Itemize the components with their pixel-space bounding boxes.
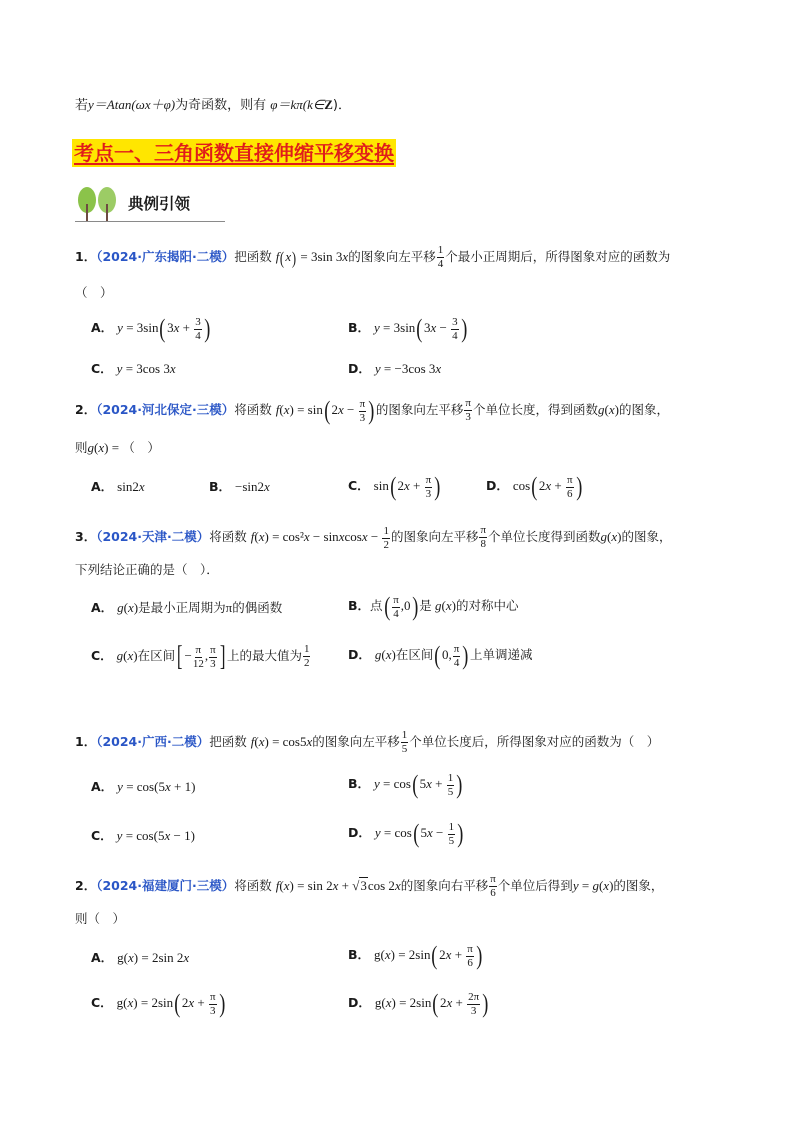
- problem-text: 的图象，: [621, 529, 672, 544]
- option-label: D．: [348, 994, 371, 1010]
- option-a[interactable]: A． sin2x: [91, 479, 145, 494]
- option-d[interactable]: D． y = cos(5x − $\frac{1}{5}$ ): [348, 819, 464, 848]
- exercise-2-stem: 2．（2024·福建厦门·三模）将函数 f(x) = sin 2x + √3cos 2x的图象向右平移 $\frac{\pi}{6}$ 个单位后得到y = g(x)的图象，: [75, 873, 664, 899]
- option-label: B．: [348, 946, 371, 962]
- problem-text: 则: [75, 440, 88, 455]
- option-a[interactable]: A． y = 3sin(3x + $\frac{3}{4}$ ): [91, 314, 211, 343]
- option-c[interactable]: C． g(x)在区间[ − $\frac{\pi}{12}$ , $\frac{\pi}{3}$ ] 上的最大值为 $\frac{1}{2}$: [91, 641, 310, 672]
- option-label: D．: [348, 361, 371, 376]
- exercise-2-line2: 则（ ）: [75, 911, 126, 926]
- option-b[interactable]: B． g(x) = 2sin(2x + $\frac{\pi}{6}$ ): [348, 941, 483, 970]
- option-b[interactable]: B． y = 3sin(3x − $\frac{3}{4}$ ): [348, 314, 467, 343]
- problem-text: 把函数: [209, 734, 247, 749]
- problem-text: 的图象向左平移: [390, 529, 479, 544]
- problem-text: （ ）: [122, 440, 160, 455]
- problem-text: 将函数: [209, 529, 247, 544]
- problem-source: （2024·福建厦门·三模）: [96, 878, 235, 893]
- option-text: 是: [419, 597, 432, 613]
- problem-text: 的图象向左平移: [312, 734, 400, 749]
- intro-z: Z: [324, 97, 333, 112]
- option-label: D．: [348, 824, 371, 840]
- option-c[interactable]: C． y = 3cos 3x: [91, 361, 176, 376]
- problem-2-stem: 2．（2024·河北保定·三模）将函数 f(x) = sin(2x − $\frac{\pi}{3}$ )的图象向左平移 $\frac{\pi}{3}$ 个单位长度，得到函数g(x)的图象，: [75, 396, 669, 426]
- option-c[interactable]: C． y = cos(5x − 1): [91, 828, 195, 843]
- option-text: 的对称中心: [455, 597, 519, 613]
- problem-text: 将函数: [234, 402, 272, 417]
- problem-2-line2: 则g(x) = （ ）: [75, 440, 160, 455]
- option-text: 是最小正周期为: [138, 600, 226, 615]
- option-text: 在区间: [395, 646, 434, 662]
- problem-number: 2．: [75, 878, 97, 893]
- option-c[interactable]: C． g(x) = 2sin(2x + $\frac{\pi}{3}$ ): [91, 989, 225, 1018]
- option-label: D．: [348, 646, 371, 662]
- option-label: B．: [348, 319, 371, 335]
- example-header-underline: [75, 221, 225, 222]
- option-c[interactable]: C． sin(2x + $\frac{\pi}{3}$ ): [348, 472, 441, 501]
- problem-1-line2: （ ）: [75, 285, 113, 300]
- option-b[interactable]: B．点( $\frac{\pi}{4}$ ,0)是 g(x)的对称中心: [348, 592, 519, 621]
- tree-icon: [76, 186, 122, 222]
- option-text: 上的最大值为: [226, 647, 302, 663]
- problem-text: 的图象向左平移: [375, 402, 464, 417]
- option-a[interactable]: A． g(x) = 2sin 2x: [91, 950, 190, 965]
- problem-text: 把函数: [234, 249, 272, 264]
- option-a[interactable]: A． g(x)是最小正周期为π的偶函数: [91, 600, 283, 615]
- intro-text-a: 若: [75, 98, 89, 113]
- problem-number: 1．: [75, 249, 97, 264]
- intro-formula-b: φ＝kπ(k∈: [270, 97, 325, 112]
- option-label: D．: [486, 477, 509, 493]
- problem-1-stem: 1．（2024·广东揭阳·二模）把函数 f(x) = 3sin 3x的图象向左平移 $\frac{1}{4}$ 个最小正周期后，所得图象对应的函数为: [75, 244, 671, 270]
- problem-source: （2024·广东揭阳·二模）: [96, 249, 235, 264]
- problem-text: 的图象向左平移: [348, 249, 436, 264]
- problem-text: 个单位长度后，所得图象对应的函数为（ ）: [409, 734, 660, 749]
- option-label: C．: [91, 361, 113, 376]
- option-b[interactable]: B． −sin2x: [209, 479, 270, 494]
- problem-text: 个最小正周期后，所得图象对应的函数为: [445, 249, 671, 264]
- option-text: 的偶函数: [232, 600, 283, 615]
- option-d[interactable]: D． g(x) = 2sin(2x + $\frac{2\pi}{3}$ ): [348, 989, 489, 1018]
- section-title: 考点一、三角函数直接伸缩平移变换: [74, 141, 394, 165]
- exercise-1-stem: 1．（2024·广西·二模）把函数 f(x) = cos5x的图象向左平移 $\frac{1}{5}$ 个单位长度后，所得图象对应的函数为（ ）: [75, 729, 660, 755]
- option-label: C．: [348, 477, 370, 493]
- problem-3-line2: 下列结论正确的是（ ）．: [75, 562, 219, 577]
- option-label: B．: [348, 597, 371, 613]
- problem-text: 个单位长度，得到函数: [472, 402, 598, 417]
- problem-source: （2024·天津·二模）: [96, 529, 210, 544]
- option-label: B．: [348, 775, 371, 791]
- problem-text: 的图象向右平移: [400, 878, 489, 893]
- option-label: A．: [91, 600, 114, 615]
- option-a[interactable]: A． y = cos(5x + 1): [91, 779, 196, 794]
- intro-formula-a: y＝Atan(ωx＋φ): [88, 97, 176, 112]
- intro-line: [75, 98, 351, 112]
- option-label: A．: [91, 319, 114, 335]
- option-label: A．: [91, 479, 114, 494]
- problem-text: 的图象，: [613, 878, 664, 893]
- option-label: A．: [91, 950, 114, 965]
- problem-text: 个单位后得到: [497, 878, 573, 893]
- intro-tail: )．: [332, 98, 351, 113]
- section-title-wrap: [72, 143, 396, 163]
- intro-text-b: 为奇函数，则有: [175, 98, 267, 113]
- problem-number: 1．: [75, 734, 97, 749]
- option-b[interactable]: B． y = cos(5x + $\frac{1}{5}$ ): [348, 770, 463, 799]
- option-text: 点: [370, 597, 383, 613]
- problem-number: 3．: [75, 529, 97, 544]
- option-d[interactable]: D． cos(2x + $\frac{\pi}{6}$ ): [486, 472, 582, 501]
- option-label: C．: [91, 828, 113, 843]
- option-d[interactable]: D． y = −3cos 3x: [348, 361, 442, 376]
- problem-text: 个单位长度得到函数: [488, 529, 601, 544]
- problem-3-stem: 3．（2024·天津·二模）将函数 f(x) = cos²x − sinxcosx − $\frac{1}{2}$ 的图象向左平移 $\frac{\pi}{8}$ 个单位长度得到函数g(x)的图象，: [75, 524, 672, 551]
- option-text: 在区间: [137, 647, 176, 663]
- option-label: B．: [209, 479, 232, 494]
- option-text: 上单调递减: [470, 646, 533, 662]
- option-label: C．: [91, 647, 113, 663]
- problem-source: （2024·河北保定·三模）: [96, 402, 235, 417]
- problem-number: 2．: [75, 402, 97, 417]
- option-d[interactable]: D． g(x)在区间(0, $\frac{\pi}{4}$ )上单调递减: [348, 641, 533, 670]
- option-label: A．: [91, 779, 114, 794]
- problem-text: 的图象，: [618, 402, 669, 417]
- problem-text: 将函数: [234, 878, 272, 893]
- example-header-title: 典例引领: [128, 195, 191, 213]
- option-label: C．: [91, 994, 113, 1010]
- problem-source: （2024·广西·二模）: [96, 734, 210, 749]
